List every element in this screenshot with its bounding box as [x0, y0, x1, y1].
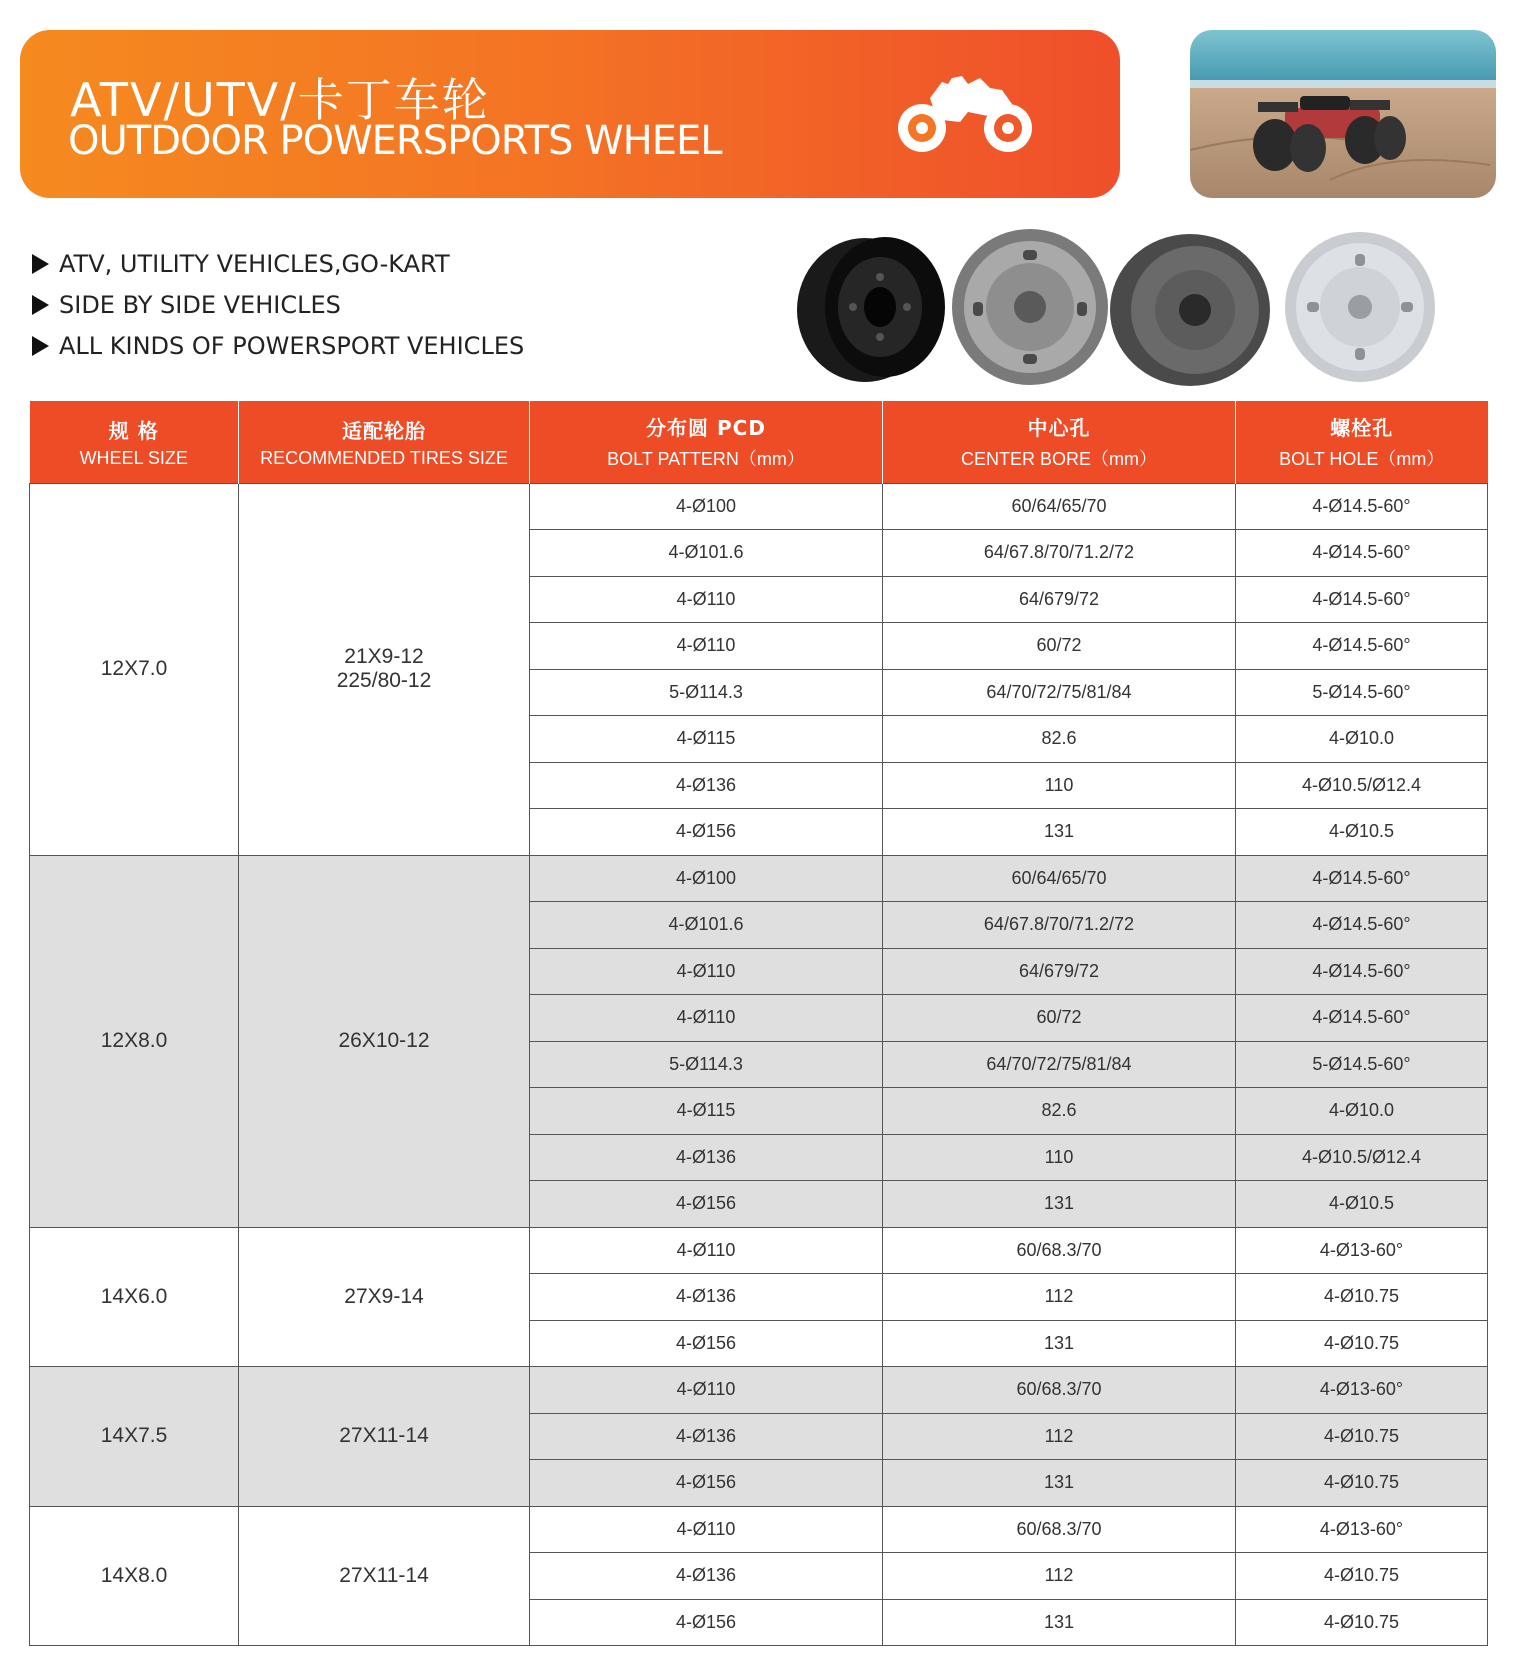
bolt-hole-cell: 4-Ø13-60°: [1236, 1506, 1488, 1553]
tires-size-cell: [239, 1227, 530, 1367]
center-bore-cell: 64/679/72: [883, 948, 1236, 995]
bolt-pattern-cell: 4-Ø110: [530, 623, 883, 670]
header-bolt-hole: 螺栓孔 BOLT HOLE（mm）: [1236, 401, 1488, 483]
bolt-pattern-cell: 4-Ø156: [530, 809, 883, 856]
tire-size-line: 27X11-14: [339, 1424, 429, 1448]
bolt-pattern-cell: 4-Ø156: [530, 1460, 883, 1507]
bolt-hole-cell: 4-Ø14.5-60°: [1236, 948, 1488, 995]
center-bore-cell: 131: [883, 1320, 1236, 1367]
bolt-pattern-cell: 4-Ø136: [530, 1553, 883, 1600]
wheel-size-cell: 14X7.5: [30, 1367, 239, 1507]
bolt-hole-cell: 4-Ø10.5/Ø12.4: [1236, 762, 1488, 809]
table-row: [30, 1367, 1488, 1414]
bolt-pattern-cell: 4-Ø110: [530, 1506, 883, 1553]
header-tires-size: 适配轮胎 RECOMMENDED TIRES SIZE: [239, 401, 530, 483]
bolt-hole-cell: 4-Ø14.5-60°: [1236, 530, 1488, 577]
center-bore-cell: 131: [883, 809, 1236, 856]
bolt-hole-cell: 4-Ø10.5/Ø12.4: [1236, 1134, 1488, 1181]
center-bore-cell: 82.6: [883, 1088, 1236, 1135]
header-wheel-size: 规 格 WHEEL SIZE: [30, 401, 239, 483]
bolt-pattern-cell: 4-Ø101.6: [530, 902, 883, 949]
atv-icon: [890, 60, 1040, 160]
bolt-hole-cell: 4-Ø14.5-60°: [1236, 483, 1488, 530]
white-wheel-image: [1285, 232, 1435, 382]
center-bore-cell: 110: [883, 762, 1236, 809]
bolt-hole-cell: 4-Ø14.5-60°: [1236, 995, 1488, 1042]
feature-list: [32, 243, 524, 366]
center-bore-cell: 64/70/72/75/81/84: [883, 669, 1236, 716]
bolt-hole-cell: 4-Ø10.75: [1236, 1460, 1488, 1507]
feature-item: [32, 325, 524, 366]
center-bore-cell: 60/64/65/70: [883, 483, 1236, 530]
center-bore-cell: 60/64/65/70: [883, 855, 1236, 902]
tire-size-line: 225/80-12: [336, 669, 432, 692]
banner-title-cn: ATV/UTV/卡丁车轮: [70, 73, 490, 127]
tire-size-line: 27X11-14: [339, 1563, 429, 1587]
black-wheel-image: [797, 237, 945, 382]
bolt-hole-cell: 4-Ø14.5-60°: [1236, 855, 1488, 902]
bolt-hole-cell: 4-Ø10.75: [1236, 1320, 1488, 1367]
play-arrow-icon: [32, 336, 49, 356]
wheel-size-cell: 14X6.0: [30, 1227, 239, 1367]
wheel-size-cell: 12X7.0: [30, 483, 239, 855]
feature-item: [32, 284, 524, 325]
silver-wheel-image: [952, 229, 1108, 385]
title-banner: [20, 30, 1120, 198]
bolt-hole-cell: 4-Ø14.5-60°: [1236, 623, 1488, 670]
bolt-pattern-cell: 4-Ø100: [530, 483, 883, 530]
bolt-hole-cell: 4-Ø10.0: [1236, 716, 1488, 763]
table-row: [30, 1227, 1488, 1274]
bolt-pattern-cell: 5-Ø114.3: [530, 669, 883, 716]
bolt-pattern-cell: 4-Ø156: [530, 1599, 883, 1646]
tire-size-line: 21X9-12: [344, 645, 424, 668]
table-body: [30, 483, 1488, 1646]
feature-label: ALL KINDS OF POWERSPORT VEHICLES: [59, 331, 525, 360]
banner-title-en: OUTDOOR POWERSPORTS WHEEL: [68, 118, 722, 164]
bolt-hole-cell: 4-Ø14.5-60°: [1236, 576, 1488, 623]
grey-wheel-image: [1110, 234, 1270, 386]
center-bore-cell: 64/679/72: [883, 576, 1236, 623]
wheel-size-cell: 12X8.0: [30, 855, 239, 1227]
tire-size-line: 26X10-12: [338, 1029, 430, 1052]
play-arrow-icon: [32, 254, 49, 274]
center-bore-cell: 112: [883, 1553, 1236, 1600]
header-bolt-pattern: 分布圆 PCD BOLT PATTERN（mm）: [530, 401, 883, 483]
bolt-hole-cell: 4-Ø14.5-60°: [1236, 902, 1488, 949]
center-bore-cell: 60/72: [883, 623, 1236, 670]
bolt-pattern-cell: 4-Ø136: [530, 1134, 883, 1181]
bolt-pattern-cell: 4-Ø136: [530, 762, 883, 809]
center-bore-cell: 60/72: [883, 995, 1236, 1042]
bolt-pattern-cell: 4-Ø136: [530, 1413, 883, 1460]
feature-item: [32, 243, 524, 284]
bolt-hole-cell: 4-Ø10.0: [1236, 1088, 1488, 1135]
table-header-row: [30, 401, 1488, 483]
center-bore-cell: 60/68.3/70: [883, 1506, 1236, 1553]
bolt-pattern-cell: 4-Ø110: [530, 948, 883, 995]
wheel-spec-table: [29, 401, 1488, 1646]
bolt-pattern-cell: 4-Ø115: [530, 716, 883, 763]
bolt-hole-cell: 5-Ø14.5-60°: [1236, 1041, 1488, 1088]
bolt-pattern-cell: 4-Ø156: [530, 1320, 883, 1367]
bolt-hole-cell: 4-Ø10.75: [1236, 1553, 1488, 1600]
center-bore-cell: 112: [883, 1413, 1236, 1460]
center-bore-cell: 82.6: [883, 716, 1236, 763]
center-bore-cell: 64/67.8/70/71.2/72: [883, 530, 1236, 577]
bolt-pattern-cell: 4-Ø101.6: [530, 530, 883, 577]
table-row: [30, 855, 1488, 902]
table-row: [30, 1506, 1488, 1553]
center-bore-cell: 64/70/72/75/81/84: [883, 1041, 1236, 1088]
table-row: [30, 483, 1488, 530]
center-bore-cell: 64/67.8/70/71.2/72: [883, 902, 1236, 949]
center-bore-cell: 110: [883, 1134, 1236, 1181]
bolt-hole-cell: 4-Ø13-60°: [1236, 1227, 1488, 1274]
bolt-pattern-cell: 4-Ø110: [530, 1227, 883, 1274]
center-bore-cell: 131: [883, 1599, 1236, 1646]
bolt-hole-cell: 4-Ø10.75: [1236, 1413, 1488, 1460]
bolt-pattern-cell: 4-Ø110: [530, 1367, 883, 1414]
center-bore-cell: 60/68.3/70: [883, 1227, 1236, 1274]
bolt-pattern-cell: 4-Ø115: [530, 1088, 883, 1135]
bolt-hole-cell: 4-Ø13-60°: [1236, 1367, 1488, 1414]
bolt-hole-cell: 4-Ø10.5: [1236, 1181, 1488, 1228]
center-bore-cell: 112: [883, 1274, 1236, 1321]
tires-size-cell: [239, 855, 530, 1227]
center-bore-cell: 131: [883, 1460, 1236, 1507]
bolt-pattern-cell: 4-Ø100: [530, 855, 883, 902]
atv-beach-photo: [1190, 30, 1496, 198]
bolt-pattern-cell: 4-Ø156: [530, 1181, 883, 1228]
center-bore-cell: 60/68.3/70: [883, 1367, 1236, 1414]
tires-size-cell: [239, 1367, 530, 1507]
bolt-pattern-cell: 4-Ø110: [530, 995, 883, 1042]
bolt-hole-cell: 5-Ø14.5-60°: [1236, 669, 1488, 716]
bolt-hole-cell: 4-Ø10.75: [1236, 1274, 1488, 1321]
play-arrow-icon: [32, 295, 49, 315]
bolt-pattern-cell: 4-Ø136: [530, 1274, 883, 1321]
bolt-hole-cell: 4-Ø10.75: [1236, 1599, 1488, 1646]
feature-label: SIDE BY SIDE VEHICLES: [59, 290, 341, 319]
tires-size-cell: [239, 1506, 530, 1646]
tires-size-cell: [239, 483, 530, 855]
bolt-pattern-cell: 4-Ø110: [530, 576, 883, 623]
wheel-product-images: [795, 222, 1495, 392]
center-bore-cell: 131: [883, 1181, 1236, 1228]
feature-label: ATV, UTILITY VEHICLES,GO-KART: [59, 249, 450, 278]
wheel-size-cell: 14X8.0: [30, 1506, 239, 1646]
header-center-bore: 中心孔 CENTER BORE（mm）: [883, 401, 1236, 483]
tire-size-line: 27X9-14: [344, 1284, 424, 1308]
bolt-hole-cell: 4-Ø10.5: [1236, 809, 1488, 856]
bolt-pattern-cell: 5-Ø114.3: [530, 1041, 883, 1088]
